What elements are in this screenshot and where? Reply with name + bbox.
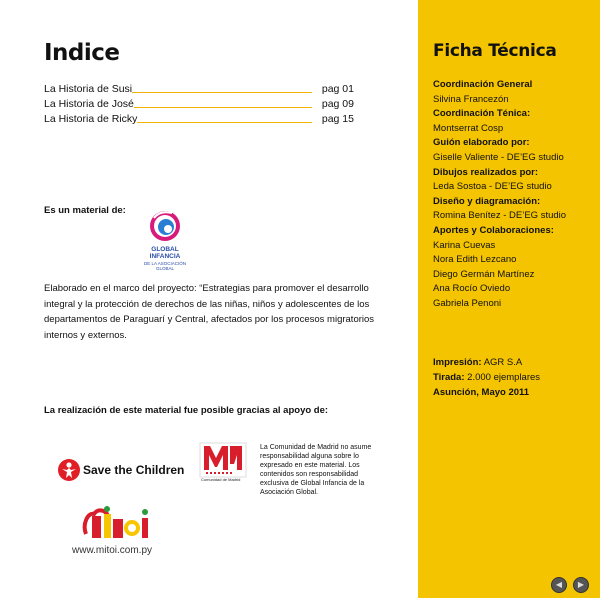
credit-name: Leda Sostoa - DE’EG studio — [433, 181, 552, 193]
toc-leader-line — [137, 122, 312, 123]
comunidad-madrid-logo — [196, 440, 250, 490]
credit-heading: Dibujos realizados por: — [433, 166, 539, 178]
toc-item-label: La Historia de Susi — [44, 83, 133, 95]
impresion-value: AGR S.A — [483, 357, 523, 368]
ficha-credits — [433, 78, 598, 312]
next-arrow-icon: ▶ — [577, 580, 585, 589]
impresion-label: Impresión: — [433, 357, 482, 368]
tirada-label: Tirada: — [433, 372, 465, 383]
comunidad-madrid-icon — [196, 440, 250, 478]
index-title: Indice — [44, 40, 120, 66]
impresion-line — [433, 355, 540, 370]
print-info — [433, 355, 540, 400]
credit-heading: Diseño y diagramación: — [433, 195, 541, 207]
toc-item-page: pag 01 — [321, 83, 354, 95]
credit-name: Karina Cuevas — [433, 239, 496, 251]
credit-heading: Aportes y Colaboraciones: — [433, 224, 554, 236]
toc-item-ricky[interactable] — [44, 113, 354, 127]
sponsors-heading: La realización de este material fue posible gracias al apoyo de: — [44, 405, 329, 416]
credit-heading: Guión elaborado por: — [433, 137, 530, 149]
global-infancia-logo-subtext: DE LA ASOCIACIÓN GLOBAL — [143, 261, 186, 271]
madrid-disclaimer: La Comunidad de Madrid no asume responsabilidad alguna sobre lo expresado en este material. Los contenidos son responsabilidad exclusiva de Global Infancia de la Asociación Global. — [260, 444, 372, 496]
credit-name: Diego Germán Martínez — [433, 268, 535, 280]
toc-item-label: La Historia de José — [44, 98, 134, 110]
publication-date: Asunción, Mayo 2011 — [433, 387, 530, 398]
save-the-children-text: Save the Children — [83, 463, 185, 477]
credit-heading: Coordinación Ténica: — [433, 108, 531, 120]
tirada-value: 2.000 ejemplares — [467, 372, 541, 383]
credit-heading: Coordinación General — [433, 79, 533, 90]
comunidad-madrid-caption: Comunidad de Madrid — [201, 477, 241, 482]
prev-arrow-icon: ◀ — [555, 580, 563, 589]
toc-item-label: La Historia de Ricky — [44, 113, 138, 125]
global-infancia-logo — [142, 206, 188, 272]
save-the-children-icon — [57, 458, 81, 482]
mitoi-logo — [80, 504, 152, 544]
global-infancia-icon — [142, 206, 188, 246]
ficha-title: Ficha Técnica — [433, 41, 557, 61]
next-page-button[interactable] — [573, 577, 589, 593]
toc-leader-line — [134, 107, 312, 108]
toc-leader-line — [132, 92, 312, 93]
toc-item-page: pag 09 — [321, 98, 354, 110]
credit-name: Romina Benítez - DE’EG studio — [433, 210, 567, 222]
credit-name: Montserrat Cosp — [433, 122, 504, 134]
toc-item-susi[interactable] — [44, 83, 354, 97]
mitoi-url[interactable]: www.mitoi.com.py — [72, 545, 153, 556]
credit-name: Ana Rocío Oviedo — [433, 283, 511, 295]
mitoi-icon — [80, 504, 152, 544]
credit-name: Gabriela Penoni — [433, 297, 502, 309]
credit-name: Silvina Francezón — [433, 93, 509, 105]
credit-name: Giselle Valiente - DE’EG studio — [433, 151, 564, 163]
project-description: Elaborado en el marco del proyecto: “Estrategias para promover el desarrollo integral y la protección de derechos de las niñas, niños y adolescentes de los departamentos de Paraguarí y Central, afectados por los procesos migratorios internos y externos. — [44, 283, 375, 341]
tirada-line — [433, 370, 540, 385]
toc-item-jose[interactable] — [44, 98, 354, 112]
credit-name: Nora Edith Lezcano — [433, 254, 517, 266]
toc-item-page: pag 15 — [321, 113, 354, 125]
global-infancia-logo-text: GLOBAL INFANCIA — [149, 246, 181, 260]
prev-page-button[interactable] — [551, 577, 567, 593]
material-intro: Es un material de: — [44, 205, 126, 216]
